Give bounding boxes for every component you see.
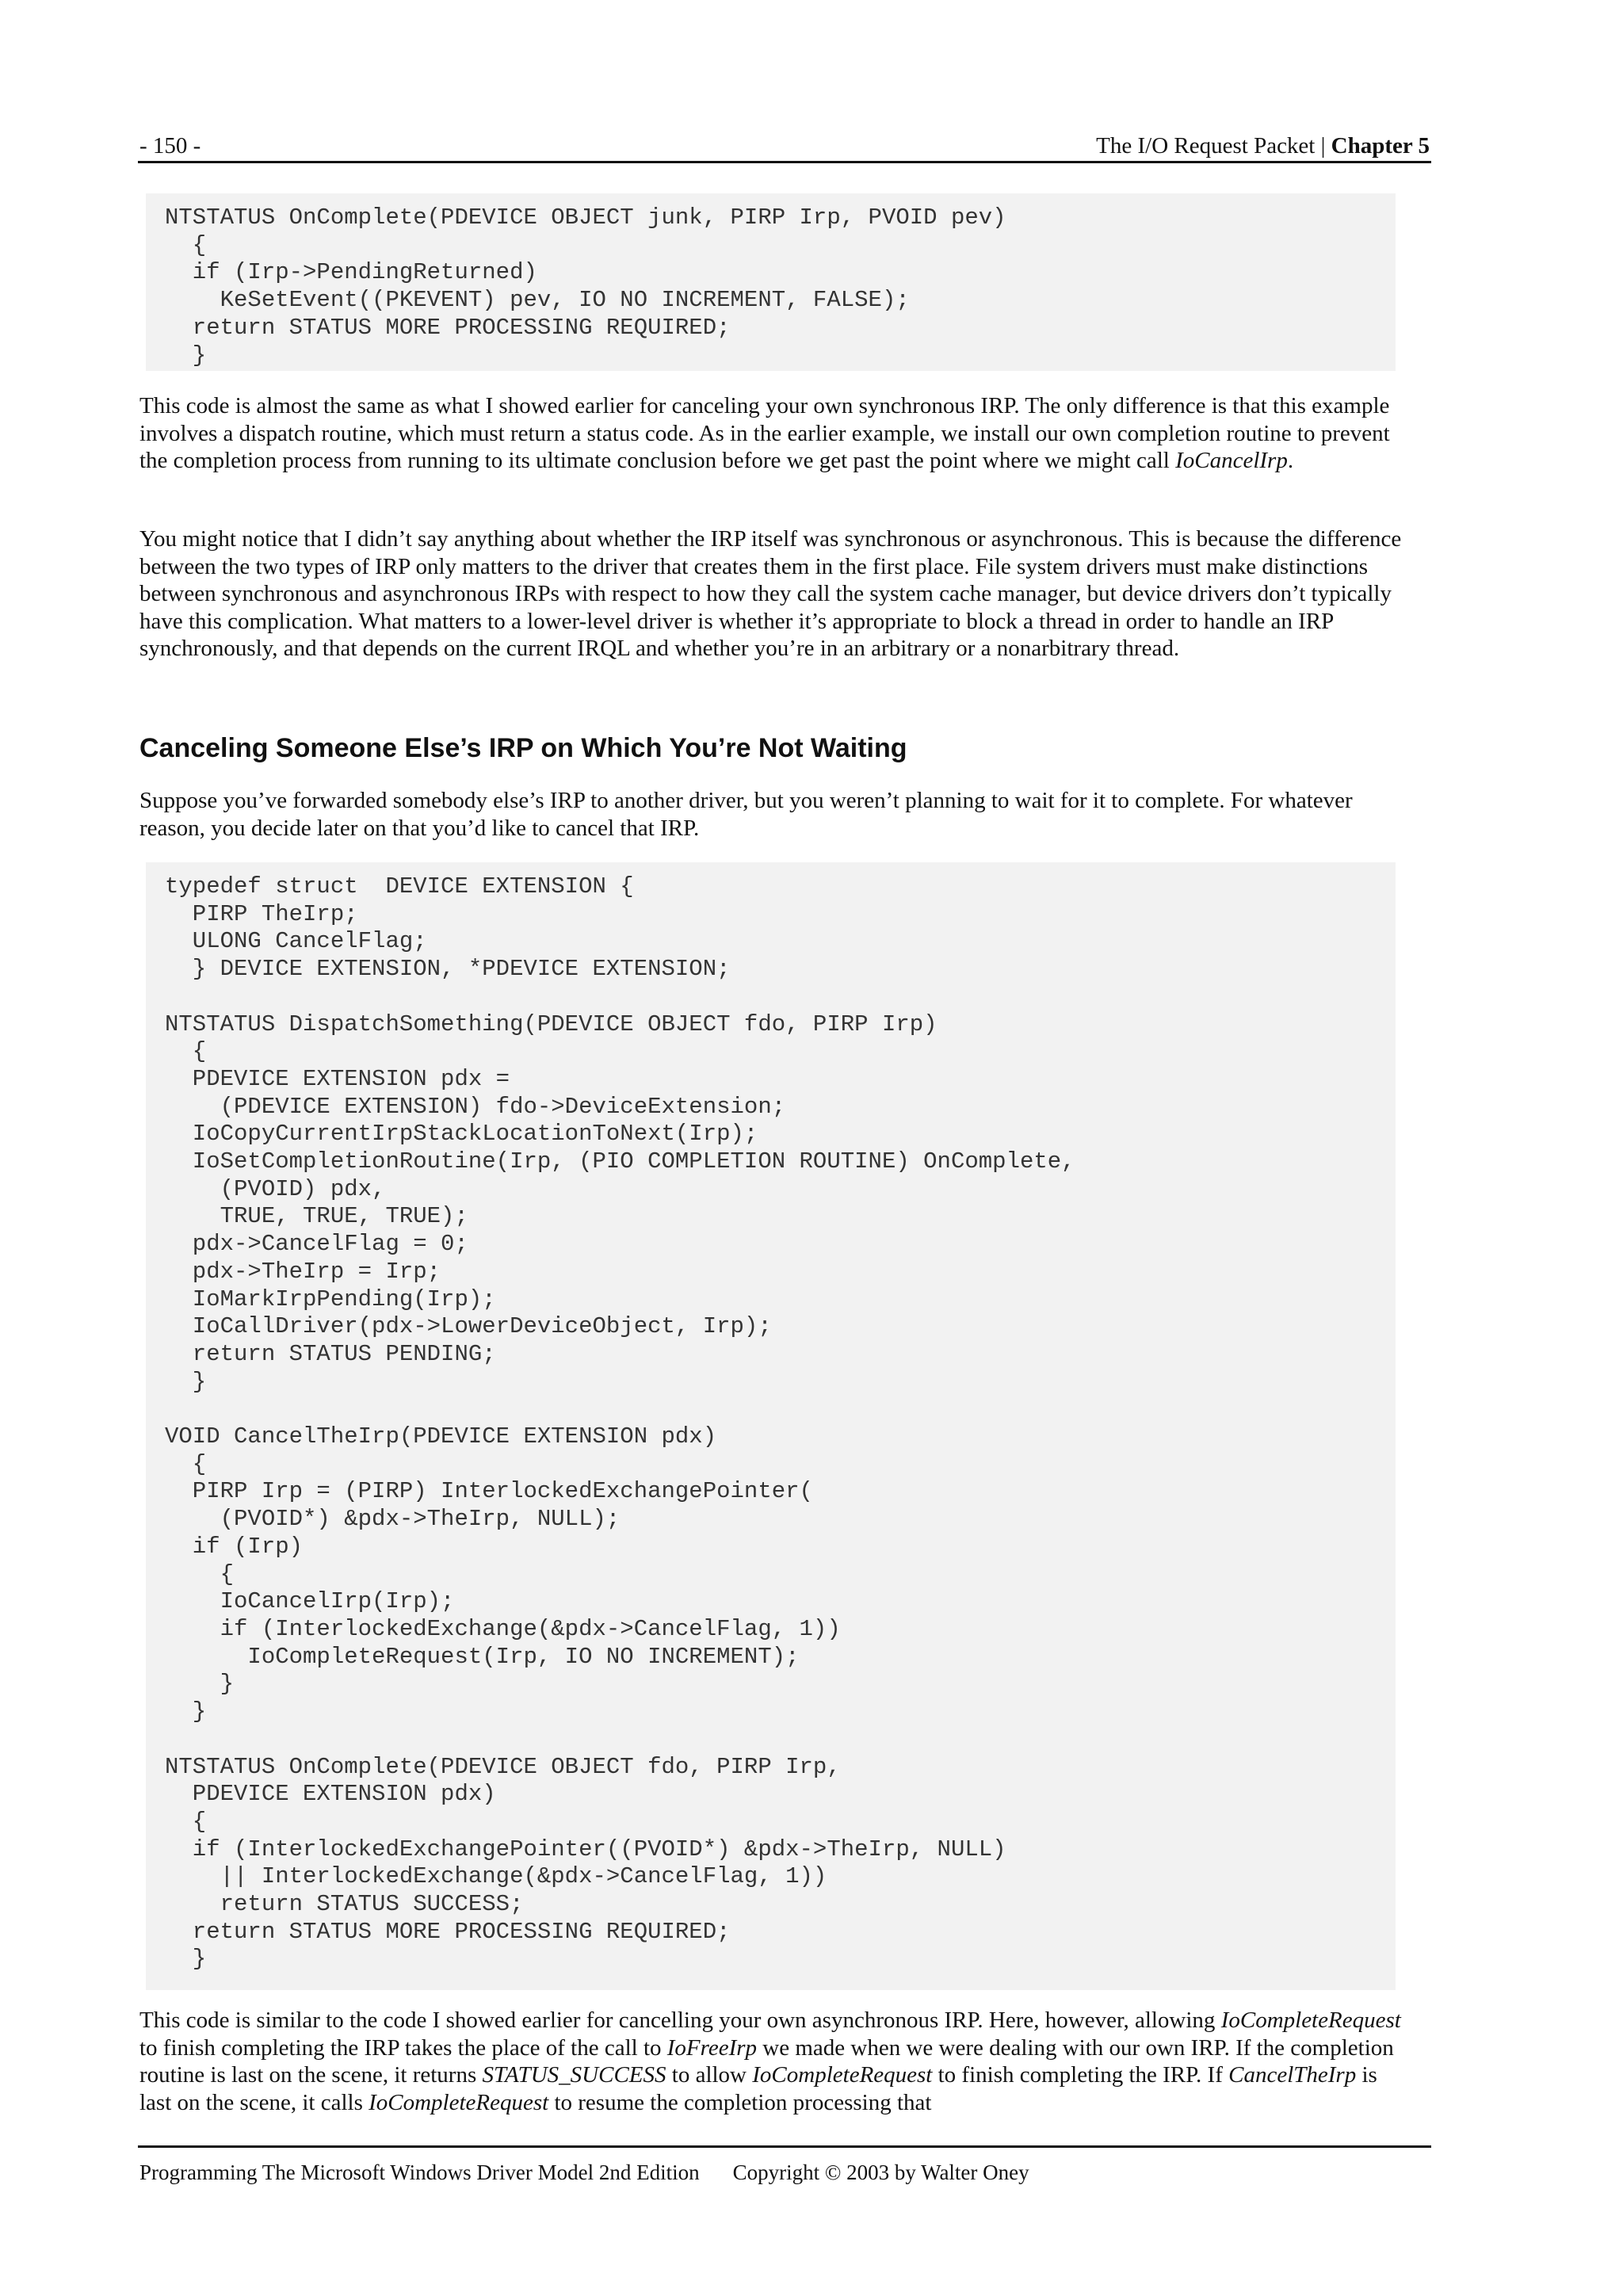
copyright: Copyright © 2003 by Walter Oney — [732, 2160, 1029, 2184]
chapter-title — [1096, 130, 1430, 162]
paragraph — [139, 2007, 1407, 2116]
chapter-title-text: The I/O Request Packet | — [1096, 133, 1331, 159]
paragraph — [139, 525, 1407, 663]
page-footer — [139, 2157, 1029, 2187]
text-run: to finish completing the IRP. If — [932, 2062, 1229, 2088]
italic-term: IoCompleteRequest — [369, 2089, 549, 2115]
text-run: This code is almost the same as what I showed earlier for canceling your own synchronous IRP. The only difference is that this example involves a dispatch routine, which must return a status code. As in the earlier example, we install our own completion routine to prevent the completion process from running to its ultimate conclusion before we get past the point where we might call — [139, 393, 1390, 473]
text-run: we made when we were dealing with our own IRP. If the completion routine is last on the scene, it returns — [139, 2034, 1394, 2088]
code-block-cancel-irp: typedef struct DEVICE EXTENSION { PIRP TheIrp; ULONG CancelFlag; } DEVICE EXTENSION, *PDEVICE EXTENSION; NTSTATUS DispatchSomething(PDEVICE OBJECT fdo, PIRP Irp) { PDEVICE EXTENSION pdx = (PDEVICE EXTENSION) fdo->DeviceExtension; IoCopyCurrentIrpStackLocationToNext(Irp); IoSetCompletionRoutine(Irp, (PIO COMPLETION ROUTINE) OnComplete, (PVOID) pdx, TRUE, TRUE, TRUE); pdx->CancelFlag = 0; pdx->TheIrp = Irp; IoMarkIrpPending(Irp); IoCallDriver(pdx->LowerDeviceObject, Irp); return STATUS PENDING; } VOID CancelTheIrp(PDEVICE EXTENSION pdx) { PIRP Irp = (PIRP) InterlockedExchangePointer( (PVOID*) &pdx->TheIrp, NULL); if (Irp) { IoCancelIrp(Irp); if (InterlockedExchange(&pdx->CancelFlag, 1)) IoCompleteRequest(Irp, IO NO INCREMENT); } } NTSTATUS OnComplete(PDEVICE OBJECT fdo, PIRP Irp, PDEVICE EXTENSION pdx) { if (InterlockedExchangePointer((PVOID*) &pdx->TheIrp, NULL) || InterlockedExchange(&pdx->CancelFlag, 1)) return STATUS SUCCESS; return STATUS MORE PROCESSING REQUIRED; } — [146, 862, 1396, 1990]
italic-term: IoCancelIrp — [1175, 448, 1288, 473]
italic-term: STATUS_SUCCESS — [482, 2062, 666, 2088]
text-run: . — [1287, 448, 1294, 473]
italic-term: IoCompleteRequest — [1220, 2008, 1401, 2033]
text-run: to resume the completion processing that — [548, 2089, 932, 2115]
text-run: This code is similar to the code I showed earlier for cancelling your own asynchronous IRP. Here, however, allowing — [139, 2008, 1221, 2033]
paragraph — [139, 392, 1407, 475]
italic-term: CancelTheIrp — [1228, 2062, 1357, 2088]
code-block-oncomplete: NTSTATUS OnComplete(PDEVICE OBJECT junk, PIRP Irp, PVOID pev) { if (Irp->PendingReturned) KeSetEvent((PKEVENT) pev, IO NO INCREMENT, FALSE); return STATUS MORE PROCESSING REQUIRED; } — [146, 193, 1396, 371]
text-run: to finish completing the IRP takes the place of the call to — [139, 2034, 667, 2061]
page-number: - 150 - — [139, 133, 201, 159]
text-run: You might notice that I didn’t say anything about whether the IRP itself was synchronous or asynchronous. This is because the difference between the two types of IRP only matters to the driver that creates them in the first place. File system drivers must make distinctions between synchronous and asynchronous IRPs with respect to how they call the system cache manager, but device drivers don’t typically have this complication. What matters to a lower-level driver is whether it’s appropriate to block a thread in order to handle an IRP synchronously, and that depends on the current IRQL and whether you’re in an arbitrary or a nonarbitrary thread. — [139, 526, 1402, 661]
text-run: Suppose you’ve forwarded somebody else’s IRP to another driver, but you weren’t planning to wait for it to complete. For whatever reason, you decide later on that you’d like to cancel that IRP. — [139, 788, 1353, 841]
italic-term: IoFreeIrp — [666, 2034, 758, 2061]
chapter-label: Chapter 5 — [1331, 133, 1430, 159]
text-run: is last on the scene, it calls — [139, 2062, 1377, 2115]
section-heading: Canceling Someone Else’s IRP on Which You’re Not Waiting — [139, 733, 907, 763]
text-run: to allow — [666, 2062, 753, 2088]
italic-term: IoCompleteRequest — [752, 2062, 933, 2088]
book-title: Programming The Microsoft Windows Driver Model 2nd Edition — [139, 2160, 700, 2184]
header-rule — [138, 161, 1431, 163]
footer-rule — [138, 2145, 1431, 2148]
running-header — [139, 130, 1430, 162]
paragraph — [139, 787, 1407, 842]
